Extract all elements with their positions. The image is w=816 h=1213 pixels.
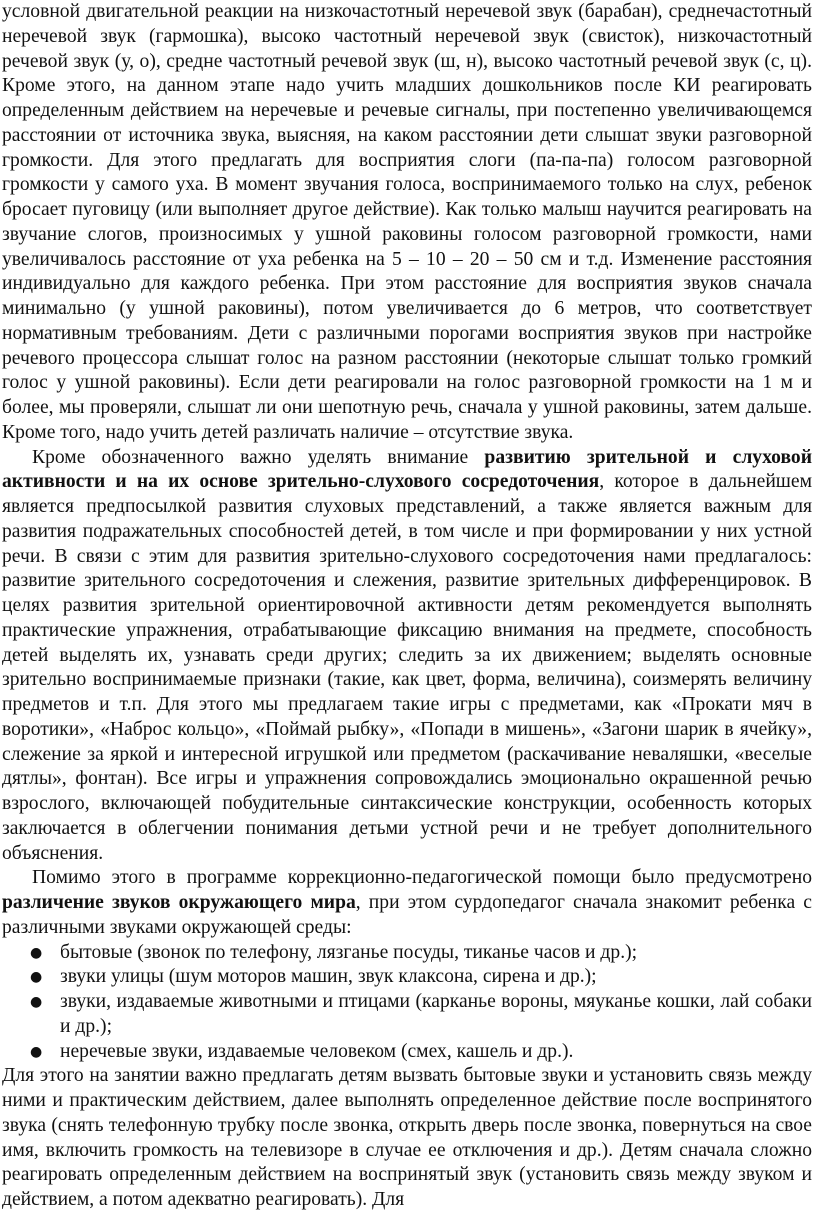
paragraph-conditioned-reaction: условной двигательной реакции на низкочастотный неречевой звук (барабан), среднечастотный неречевой звук (гармошка), высоко частотный неречевой звук (свисток), низкочастотный речевой звук (у, о), средне частотный речевой звук (ш, н), высоко частотный речевой звук (с, ц). Кроме этого, на данном этапе надо учить младших дошкольников после КИ реагировать определенным действием на неречевые и речевые сигналы, при постепенно увеличивающемся расстоянии от источника звука, выясняя, на каком расстоянии дети слышат звуки разговорной громкости. Для этого предлагать для восприятия слоги (па-па-па) голосом разговорной громкости у самого уха. В момент звучания голоса, воспринимаемого только на слух, ребенок бросает пуговицу (или выполняет другое действие). Как только малыш научится реагировать на звучание слогов, произносимых у ушной раковины голосом разговорной громкости, нами увеличивалось расстояние от уха ребенка на 5 – 10 – 20 – 50 см и т.д. Изменение расстояния индивидуально для каждого ребенка. При этом расстояние для восприятия звуков сначала минимально (у ушной раковины), потом увеличивается до 6 метров, что соответствует нормативным требованиям. Дети с различными порогами восприятия звуков при настройке речевого процессора слышат голос на разном расстоянии (некоторые слышат только громкий голос у ушной раковины). Если дети реагировали на голос разговорной громкости на 1 м и более, мы проверяли, слышат ли они шепотную речь, сначала у ушной раковины, затем дальше. Кроме того, надо учить детей различать наличие – отсутствие звука. xyxy=(2,1,812,443)
list-item xyxy=(2,965,812,990)
list-item-text: звуки, издаваемые животными и птицами (карканье вороны, мяуканье кошки, лай собаки и др.); xyxy=(60,991,812,1037)
paragraph-environment-sounds xyxy=(2,866,812,940)
bullet-icon: ● xyxy=(30,1043,43,1060)
paragraph-household-sounds: Для этого на занятии важно предлагать детям вызвать бытовые звуки и установить связь между ними и практическим действием, далее выполнять определенное действие после воспринятого звука (снять телефонную трубку после звонка, открыть дверь после звонка, повернуться на свое имя, включить громкость на телевизоре в случае ее отключения и др.). Детям сначала сложно реагировать определенным действием на воспринятый звук (установить связь между звуком и действием, а потом адекватно реагировать). Для xyxy=(2,1065,812,1210)
list-item-text: неречевые звуки, издаваемые человеком (смех, кашель и др.). xyxy=(60,1040,574,1062)
bullet-icon: ● xyxy=(30,944,43,961)
list-item xyxy=(2,941,812,966)
paragraph-environment-sounds-emphasis: различение звуков окружающего мира xyxy=(2,892,356,913)
paragraph-environment-sounds-rest: , при этом сурдопедагог сначала знакомит ребенка с различными звуками окружающей среды: xyxy=(2,892,812,938)
paragraph-visual-auditory-emphasis: развитию зрительной и слуховой активности и на их основе зрительно-слухового сосредоточения xyxy=(2,446,812,493)
list-item xyxy=(2,990,812,1040)
bullet-icon: ● xyxy=(30,994,43,1010)
paragraph-environment-sounds-lead: Помимо этого в программе коррекционно-педагогической помощи было предусмотрено xyxy=(32,867,812,889)
sound-types-list xyxy=(2,941,812,1065)
list-item-text: бытовые (звонок по телефону, лязганье посуды, тиканье часов и др.); xyxy=(60,941,638,963)
paragraph-visual-auditory xyxy=(2,446,812,867)
list-item-text: звуки улицы (шум моторов машин, звук клаксона, сирена и др.); xyxy=(60,966,597,988)
paragraph-visual-auditory-rest: , которое в дальнейшем является предпосылкой развития слуховых представлений, а также является важным для развития подражательных способностей детей, в том числе и при формировании у них устной речи. В связи с этим для развития зрительно-слухового сосредоточения нами предлагалось: развитие зрительного сосредоточения и слежения, развитие зрительных дифференцировок. В целях развития зрительной ориентировочной активности детям рекомендуется выполнять практические упражнения, отрабатывающие фиксацию внимания на предмете, способность детей выделять их, узнавать среди других; следить за их движением; выделять основные зрительно воспринимаемые признаки (такие, как цвет, форма, величина), соизмерять величину предметов и т.п. Для этого мы предлагаем такие игры с предметами, как «Прокати мяч в воротики», «Наброс кольцо», «Поймай рыбку», «Попади в мишень», «Загони шарик в ячейку», слежение за яркой и интересной игрушкой или предметом (раскачивание неваляшки, «веселые дятлы», фонтан). Все игры и упражнения сопровождались эмоционально окрашенной речью взрослого, включающей побудительные синтаксические конструкции, особенность которых заключается в облегчении понимания детьми устной речи и не требует дополнительного объяснения. xyxy=(2,471,812,864)
list-item xyxy=(2,1040,812,1065)
paragraph-visual-auditory-lead: Кроме обозначенного важно уделять внимание xyxy=(32,446,485,468)
bullet-icon: ● xyxy=(30,969,43,986)
